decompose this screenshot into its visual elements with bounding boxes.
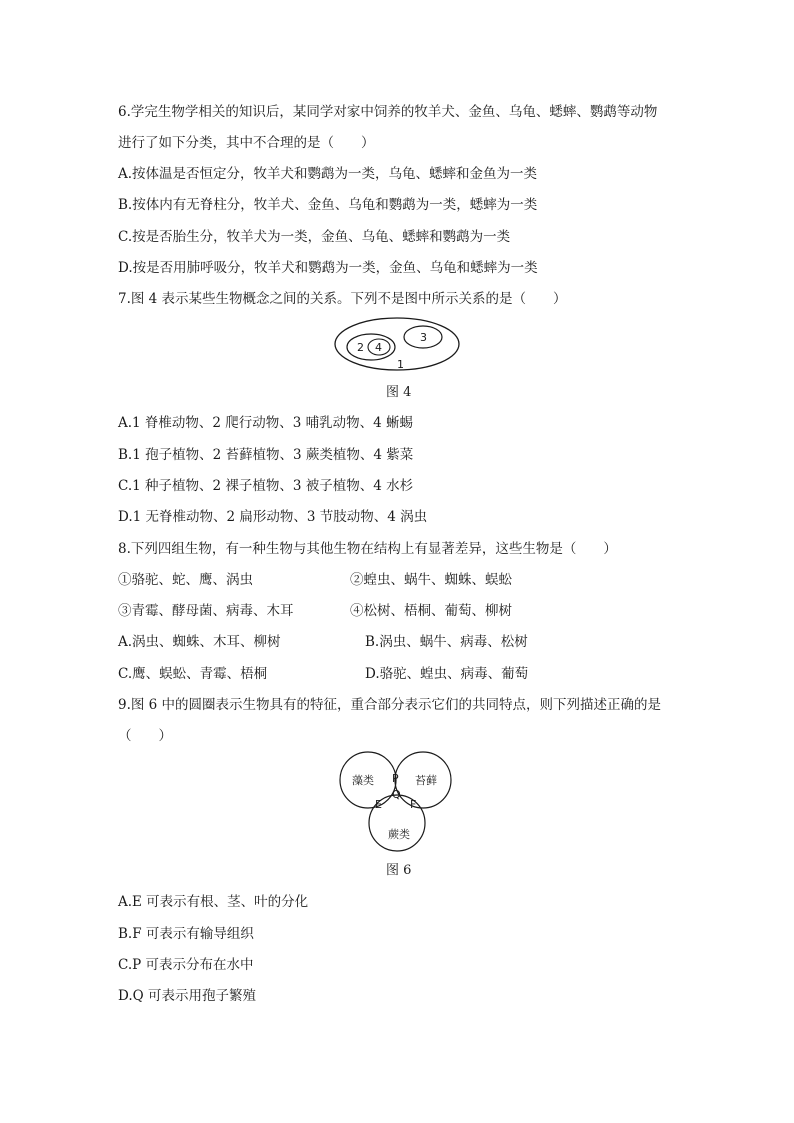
q6-option-c: C.按是否胎生分，牧羊犬为一类，金鱼、乌龟、蟋蟀和鹦鹉为一类 (118, 229, 511, 245)
q9-option-a: A.E 可表示有根、茎、叶的分化 (118, 894, 309, 910)
q6-stem-line2: 进行了如下分类，其中不合理的是（ ） (118, 135, 375, 151)
figure-4-caption: 图 4 (386, 385, 412, 400)
q6-option-d: D.按是否用肺呼吸分，牧羊犬和鹦鹉为一类，金鱼、乌龟和蟋蟀为一类 (118, 260, 538, 276)
venn-label-algae: 藻类 (352, 774, 374, 787)
label-3: 3 (420, 331, 427, 344)
q8-option-d: D.骆驼、蝗虫、病毒、葡萄 (365, 666, 529, 682)
q7-option-b: B.1 孢子植物、2 苔藓植物、3 蕨类植物、4 紫菜 (118, 447, 414, 463)
figure-6-caption: 图 6 (386, 863, 412, 878)
q7-option-a: A.1 脊椎动物、2 爬行动物、3 哺乳动物、4 蜥蜴 (118, 415, 414, 431)
q9-stem-line1: 9.图 6 中的圆圈表示生物具有的特征，重合部分表示它们的共同特点，则下列描述正确的是 (118, 697, 662, 713)
q8-option-c: C.鹰、蜈蚣、青霉、梧桐 (118, 666, 268, 682)
q8-group-3: ③青霉、酵母菌、病毒、木耳 (118, 603, 294, 619)
q7-option-d: D.1 无脊椎动物、2 扁形动物、3 节肢动物、4 涡虫 (118, 509, 428, 525)
label-4: 4 (375, 341, 382, 354)
figure-4-nested-ellipses (332, 315, 462, 375)
ellipse-2 (347, 334, 395, 360)
q6-option-a: A.按体温是否恒定分，牧羊犬和鹦鹉为一类，乌龟、蟋蟀和金鱼为一类 (118, 166, 538, 182)
q8-group-1: ①骆驼、蛇、鹰、涡虫 (118, 572, 253, 588)
venn-region-q: Q (392, 788, 401, 801)
q7-stem: 7.图 4 表示某些生物概念之间的关系。下列不是图中所示关系的是（ ） (118, 291, 567, 307)
figure-6-venn-diagram (335, 750, 455, 855)
q9-option-b: B.F 可表示有输导组织 (118, 926, 254, 942)
venn-label-fern: 蕨类 (388, 828, 410, 841)
q9-stem-line2: （ ） (118, 728, 172, 744)
q7-option-c: C.1 种子植物、2 裸子植物、3 被子植物、4 水杉 (118, 478, 414, 494)
q8-group-2: ②蝗虫、蜗牛、蜘蛛、蜈蚣 (350, 572, 512, 588)
q9-option-c: C.P 可表示分布在水中 (118, 957, 254, 973)
q8-option-a: A.涡虫、蜘蛛、木耳、柳树 (118, 634, 281, 650)
label-1: 1 (397, 358, 404, 371)
q6-option-b: B.按体内有无脊柱分，牧羊犬、金鱼、乌龟和鹦鹉为一类，蟋蟀为一类 (118, 197, 538, 213)
q6-stem-line1: 6.学完生物学相关的知识后，某同学对家中饲养的牧羊犬、金鱼、乌龟、蟋蟀、鹦鹉等动物 (118, 104, 658, 120)
q8-group-4: ④松树、梧桐、葡萄、柳树 (350, 603, 512, 619)
q8-option-b: B.涡虫、蜗牛、病毒、松树 (365, 634, 528, 650)
venn-region-f: F (410, 798, 417, 811)
venn-label-moss: 苔藓 (415, 774, 437, 787)
venn-region-p: P (392, 772, 399, 785)
q9-option-d: D.Q 可表示用孢子繁殖 (118, 988, 256, 1004)
venn-region-e: E (375, 798, 382, 811)
q8-stem: 8.下列四组生物，有一种生物与其他生物在结构上有显著差异，这些生物是（ ） (118, 541, 617, 557)
label-2: 2 (357, 341, 364, 354)
